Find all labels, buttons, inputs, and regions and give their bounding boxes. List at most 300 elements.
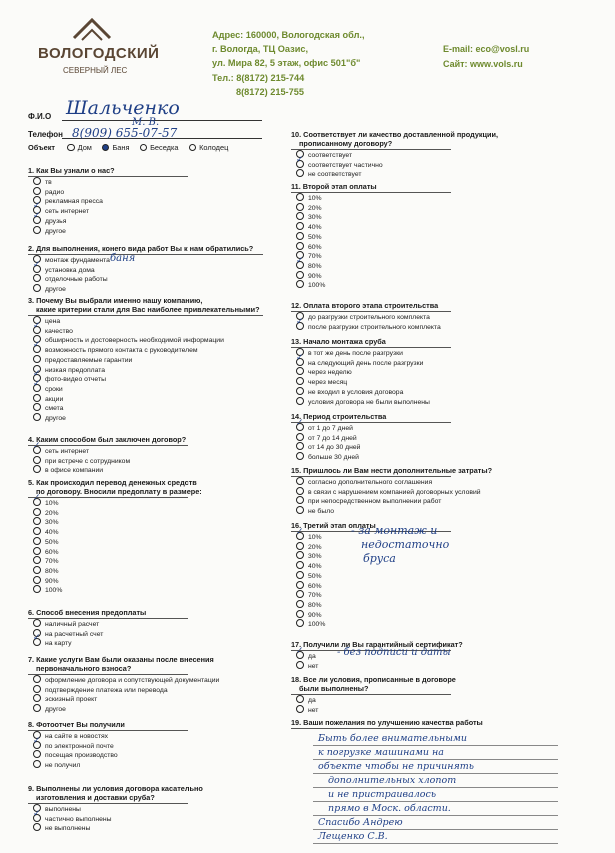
radio-circle — [33, 585, 41, 593]
question-text: 5. Как происходил перевод денежных средств — [28, 478, 197, 487]
option-label: 50% — [45, 538, 59, 546]
wish-text: Быть более внимательными — [318, 733, 468, 744]
answer-option[interactable] — [296, 358, 423, 368]
answer-option[interactable] — [33, 517, 59, 527]
company-address — [212, 28, 422, 99]
option-label: после разгрузки строительного комплекта — [308, 323, 441, 331]
option-label: согласно дополнительного соглашения — [308, 479, 433, 486]
question-text: 10. Соответствует ли качество доставленной продукции, — [291, 130, 499, 139]
answer-option[interactable] — [33, 335, 224, 345]
option-label: 10% — [308, 195, 322, 202]
wish-text: Спасибо Андрею — [318, 817, 403, 828]
section-divider — [291, 149, 451, 150]
option-label: на карту — [45, 640, 72, 648]
radio-circle — [33, 823, 41, 831]
answer-option[interactable] — [33, 384, 63, 394]
answer-option[interactable] — [296, 222, 322, 232]
option-label: при встрече с сотрудником — [45, 457, 131, 465]
question-title — [28, 166, 115, 175]
address-line: г. Вологда, ТЦ Оазис, — [212, 44, 309, 55]
answer-option[interactable] — [33, 685, 168, 695]
section-divider — [28, 254, 263, 255]
answer-option[interactable] — [33, 403, 63, 413]
answer-option[interactable] — [296, 261, 322, 271]
radio-circle — [296, 261, 304, 269]
answer-option[interactable] — [33, 265, 95, 275]
answer-option[interactable] — [33, 537, 59, 547]
option-label: да — [308, 697, 316, 704]
section-divider — [28, 803, 188, 804]
answer-option[interactable] — [33, 585, 62, 595]
option-label: другое — [45, 286, 66, 294]
object-option-house[interactable]: Дом — [67, 143, 92, 152]
answer-option[interactable] — [33, 527, 59, 537]
site-line: Сайт: www.vols.ru — [443, 58, 523, 69]
answer-option[interactable] — [33, 731, 108, 741]
answer-option[interactable] — [296, 695, 316, 705]
radio-circle — [33, 814, 41, 822]
radio-circle — [296, 232, 304, 240]
company-logo — [38, 14, 160, 78]
radio-circle — [296, 222, 304, 230]
answer-option[interactable] — [296, 619, 325, 629]
radio-circle — [296, 532, 304, 540]
answer-option[interactable] — [296, 442, 360, 452]
option-label: 70% — [308, 253, 322, 261]
option-label: от 14 до 30 дней — [308, 444, 361, 452]
radio-circle — [296, 387, 304, 395]
radio-circle — [33, 517, 41, 525]
question-title — [291, 675, 456, 693]
option-label: при непосредственном выполнении работ — [308, 498, 442, 506]
option-label: сеть интернет — [45, 448, 90, 455]
answer-option[interactable] — [33, 629, 103, 639]
handwritten-note: баня — [110, 253, 136, 264]
radio-circle — [296, 695, 304, 703]
answer-option[interactable] — [33, 760, 80, 770]
radio-circle — [296, 377, 304, 385]
answer-option[interactable] — [296, 367, 352, 377]
answer-option[interactable] — [33, 274, 108, 284]
question-text: 4. Каким способом был заключен договор? — [28, 435, 187, 444]
option-label: 30% — [308, 553, 322, 561]
answer-option[interactable] — [33, 547, 59, 557]
option-label: условия договора не были выполнены — [308, 398, 430, 406]
answer-line — [313, 815, 558, 816]
fio-label: Ф.И.О — [28, 112, 52, 121]
option-label: другое — [45, 227, 66, 235]
option-label: на расчетный счет — [45, 630, 104, 638]
answer-option[interactable] — [296, 661, 318, 671]
option-label: качество — [45, 327, 73, 335]
question-text: 11. Второй этап оплаты — [291, 182, 377, 191]
option-label: 60% — [308, 243, 322, 251]
answer-option[interactable] — [33, 675, 219, 685]
answer-option[interactable] — [33, 814, 112, 824]
radio-circle — [33, 465, 41, 473]
answer-option[interactable] — [33, 374, 106, 384]
option-label: 10% — [308, 534, 322, 541]
fio-initials: М. В. — [132, 117, 160, 128]
answer-option[interactable] — [296, 232, 322, 242]
answer-option[interactable] — [33, 187, 64, 197]
option-label: не соответствует — [308, 171, 362, 179]
answer-option[interactable] — [296, 160, 383, 170]
option-label: 90% — [308, 611, 322, 619]
question-text: 3. Почему Вы выбрали именно нашу компанию, — [28, 296, 203, 305]
answer-option[interactable] — [33, 619, 99, 629]
option-label: не было — [308, 508, 335, 516]
email-line: E-mail: eco@vosl.ru — [443, 44, 530, 54]
radio-circle — [33, 326, 41, 334]
answer-option[interactable] — [296, 496, 441, 506]
fio-underline — [62, 120, 262, 121]
radio-circle — [33, 537, 41, 545]
radio-circle — [296, 367, 304, 375]
option-label: радио — [45, 188, 65, 196]
handwritten-note: недостаточно — [361, 538, 450, 551]
radio-circle — [33, 750, 41, 758]
question-title — [291, 466, 492, 475]
option-label: на следующий день после разгрузки — [308, 359, 424, 367]
answer-option[interactable] — [33, 556, 59, 566]
radio-circle — [296, 280, 304, 288]
answer-option[interactable] — [296, 600, 322, 610]
question-title — [28, 655, 214, 673]
radio-circle — [296, 160, 304, 168]
radio-circle — [33, 498, 41, 506]
section-divider — [291, 192, 451, 193]
radio-circle — [296, 590, 304, 598]
wish-text: прямо в Моск. области. — [328, 803, 451, 814]
answer-option[interactable] — [296, 203, 322, 213]
option-label: не входил в условия договора — [308, 388, 404, 396]
answer-option[interactable] — [33, 394, 63, 404]
option-label: через неделю — [308, 369, 352, 377]
radio-circle — [296, 242, 304, 250]
question-title — [291, 182, 377, 191]
answer-option[interactable] — [296, 433, 357, 443]
answer-option[interactable] — [33, 456, 130, 466]
object-option-well[interactable]: Колодец — [189, 143, 229, 152]
radio-circle — [296, 193, 304, 201]
answer-option[interactable] — [33, 566, 59, 576]
question-text: 12. Оплата второго этапа строительства — [291, 301, 439, 310]
option-label: 60% — [45, 548, 59, 556]
radio-circle — [33, 187, 41, 195]
question-text-line2: первоначального взноса? — [36, 664, 132, 673]
question-text: 16. Третий этап оплаты — [291, 521, 376, 530]
phone-line: Тел.: 8(8172) 215-744 — [212, 72, 305, 83]
option-label: нет — [308, 662, 319, 670]
option-label: 100% — [308, 282, 326, 290]
option-label: возможность прямого контакта с руководителем — [45, 347, 198, 355]
answer-line — [313, 801, 558, 802]
house-logo-icon — [72, 14, 112, 42]
radio-circle — [33, 704, 41, 712]
option-label: не выполнены — [45, 825, 91, 833]
question-title — [28, 435, 186, 444]
answer-option[interactable] — [33, 750, 118, 760]
option-label: 10% — [45, 500, 59, 507]
radio-circle — [296, 571, 304, 579]
radio-circle — [33, 355, 41, 363]
answer-option[interactable] — [296, 542, 322, 552]
option-label: 40% — [45, 529, 59, 537]
answer-option[interactable] — [296, 348, 403, 358]
option-label: посещая производство — [45, 752, 118, 760]
answer-option[interactable] — [33, 365, 105, 375]
question-title — [291, 337, 386, 346]
option-label: от 1 до 7 дней — [308, 425, 353, 432]
question-text: 15. Пришлось ли Вам нести дополнительные затраты? — [291, 466, 493, 475]
question-title — [28, 720, 125, 729]
option-label: рекламная пресса — [45, 198, 103, 206]
company-contacts — [443, 42, 529, 71]
answer-option[interactable] — [33, 741, 114, 751]
question-title — [28, 608, 146, 617]
answer-option[interactable] — [296, 571, 322, 581]
section-divider — [291, 476, 451, 477]
radio-circle — [33, 675, 41, 683]
radio-circle — [296, 212, 304, 220]
answer-option[interactable] — [33, 498, 59, 508]
object-label: Объект — [28, 143, 56, 152]
option-label: акции — [45, 395, 64, 403]
phone-value[interactable]: 8(909) 655-07-57 — [72, 126, 178, 140]
answer-option[interactable] — [33, 694, 97, 704]
answer-option[interactable] — [296, 271, 322, 281]
question-title — [291, 718, 483, 727]
radio-circle — [33, 694, 41, 702]
section-divider — [291, 422, 451, 423]
answer-option[interactable] — [33, 196, 103, 206]
option-label: другое — [45, 706, 66, 714]
question-text: 14. Период строительства — [291, 412, 387, 421]
question-title — [291, 130, 498, 148]
option-label: в тот же день после разгрузки — [308, 350, 403, 357]
radio-circle — [33, 576, 41, 584]
radio-circle — [296, 203, 304, 211]
option-label: в связи с нарушением компанией договорных условий — [308, 488, 481, 496]
answer-option[interactable] — [296, 150, 352, 160]
question-text: 1. Как Вы узнали о нас? — [28, 166, 115, 175]
answer-option[interactable] — [33, 465, 103, 475]
option-label: выполнены — [45, 806, 81, 813]
radio-circle — [296, 358, 304, 366]
option-label: до разгрузки строительного комплекта — [308, 314, 430, 321]
answer-option[interactable] — [296, 452, 359, 462]
radio-circle — [296, 477, 304, 485]
answer-option[interactable] — [296, 242, 322, 252]
answer-option[interactable] — [33, 255, 110, 265]
section-divider — [28, 618, 188, 619]
answer-option[interactable] — [33, 355, 132, 365]
answer-option[interactable] — [33, 576, 59, 586]
radio-circle — [296, 452, 304, 460]
address-line: Адрес: 160000, Вологодская обл., — [212, 30, 365, 40]
question-text: 13. Начало монтажа сруба — [291, 337, 386, 346]
option-label: 60% — [308, 582, 322, 590]
radio-circle — [296, 661, 304, 669]
section-divider — [28, 674, 188, 675]
radio-circle — [33, 456, 41, 464]
answer-line — [313, 773, 558, 774]
answer-option[interactable] — [296, 423, 353, 433]
radio-circle — [296, 581, 304, 589]
question-text: 9. Выполнены ли условия договора касательно — [28, 784, 203, 793]
question-text-line2: какие критерии стали для Вас наиболее привлекательными? — [36, 305, 260, 314]
question-text: 18. Все ли условия, прописанные в договоре — [291, 675, 456, 684]
option-label: 50% — [308, 233, 322, 241]
radio-circle — [296, 271, 304, 279]
answer-option[interactable] — [296, 169, 362, 179]
radio-circle — [296, 433, 304, 441]
option-label: на сайте в новостях — [45, 733, 109, 740]
answer-option[interactable] — [33, 345, 198, 355]
answer-option[interactable] — [33, 226, 66, 236]
option-label: 100% — [308, 621, 326, 629]
answer-option[interactable] — [33, 284, 66, 294]
radio-circle — [296, 169, 304, 177]
option-label: предоставляемые гарантии — [45, 356, 133, 364]
answer-option[interactable] — [33, 177, 52, 187]
answer-option[interactable] — [296, 487, 481, 497]
answer-option[interactable] — [296, 532, 322, 542]
option-label: 30% — [45, 519, 59, 527]
section-divider — [28, 445, 188, 446]
answer-option[interactable] — [33, 413, 66, 423]
object-option-gazebo[interactable]: Беседка — [140, 143, 179, 152]
option-label: 80% — [308, 263, 322, 271]
radio-circle — [296, 442, 304, 450]
option-label: наличный расчет — [45, 621, 100, 628]
section-divider — [291, 347, 451, 348]
handwritten-note: - за монтаж и — [351, 524, 438, 537]
question-title — [28, 244, 253, 253]
option-label: обширность и достоверность необходимой информации — [45, 337, 224, 345]
answer-option[interactable] — [296, 705, 318, 715]
question-text: 7. Какие услуги Вам были оказаны после внесения — [28, 655, 214, 664]
option-label: установка дома — [45, 266, 95, 274]
fio-value[interactable]: Шальченко — [66, 97, 180, 119]
option-label: смета — [45, 405, 64, 413]
answer-option[interactable] — [296, 561, 322, 571]
answer-option[interactable] — [296, 651, 316, 661]
option-label: 20% — [45, 509, 59, 517]
answer-option[interactable] — [33, 704, 66, 714]
option-label: 80% — [308, 602, 322, 610]
section-divider — [28, 497, 188, 498]
answer-option[interactable] — [296, 212, 322, 222]
answer-option[interactable] — [296, 477, 432, 487]
answer-line — [313, 843, 558, 844]
answer-option[interactable] — [33, 638, 72, 648]
option-label: 40% — [308, 224, 322, 232]
option-label: по электронной почте — [45, 742, 114, 750]
option-label: другое — [45, 415, 66, 423]
option-label: низкая предоплата — [45, 366, 106, 374]
option-label: 90% — [45, 577, 59, 585]
radio-circle — [33, 741, 41, 749]
option-label: сроки — [45, 386, 63, 394]
section-divider — [28, 315, 263, 316]
answer-option[interactable] — [33, 823, 90, 833]
answer-line — [313, 787, 558, 788]
radio-circle — [140, 144, 148, 152]
option-label: соответствует частично — [308, 161, 383, 169]
answer-line — [313, 745, 558, 746]
question-text-line2: прописанному договору? — [299, 139, 393, 148]
radio-circle — [33, 394, 41, 402]
question-title — [28, 784, 203, 802]
radio-circle — [33, 508, 41, 516]
radio-circle — [296, 322, 304, 330]
answer-option[interactable] — [296, 610, 322, 620]
answer-option[interactable] — [33, 216, 66, 226]
question-text-line2: по договору. Вносили предоплату в размере: — [36, 487, 202, 496]
answer-option[interactable] — [296, 387, 403, 397]
option-label: монтаж фундамента — [45, 257, 110, 264]
object-field — [28, 143, 236, 152]
option-label: 100% — [45, 587, 63, 595]
question-text: 2. Для выполнения, конего вида работ Вы к нам обратились? — [28, 244, 254, 253]
section-divider — [291, 728, 451, 729]
answer-option[interactable] — [296, 322, 441, 332]
answer-option[interactable] — [296, 377, 347, 387]
radio-circle — [33, 274, 41, 282]
radio-circle — [33, 226, 41, 234]
answer-option[interactable] — [296, 193, 322, 203]
question-title — [291, 301, 438, 310]
radio-circle — [33, 760, 41, 768]
section-divider — [28, 176, 188, 177]
radio-circle — [33, 265, 41, 273]
object-option-banya[interactable]: Баня — [102, 143, 130, 152]
section-divider — [291, 311, 451, 312]
option-label: соответствует — [308, 152, 353, 159]
answer-option[interactable] — [296, 397, 430, 407]
radio-circle — [33, 566, 41, 574]
radio-circle — [33, 384, 41, 392]
question-text: 6. Способ внесения предоплаты — [28, 608, 147, 617]
option-label: сеть интернет — [45, 208, 90, 216]
option-label: 70% — [308, 592, 322, 600]
wish-text: и не пристраивалось — [328, 789, 437, 800]
answer-option[interactable] — [296, 590, 322, 600]
answer-option[interactable] — [33, 508, 59, 518]
question-text: 17. Получили ли Вы гарантийный сертификат? — [291, 640, 463, 649]
answer-option[interactable] — [33, 326, 73, 336]
section-divider — [28, 730, 188, 731]
option-label: не получил — [45, 762, 81, 770]
option-label: 20% — [308, 204, 322, 212]
phone-label: Телефон — [28, 130, 63, 139]
wish-text: Лещенко С.В. — [318, 831, 388, 842]
wish-text: дополнительных хлопот — [328, 775, 457, 786]
option-label: 50% — [308, 572, 322, 580]
question-title — [28, 296, 260, 314]
answer-option[interactable] — [296, 551, 322, 561]
answer-option[interactable] — [296, 312, 430, 322]
answer-option[interactable] — [33, 206, 89, 216]
answer-option[interactable] — [296, 581, 322, 591]
answer-option[interactable] — [296, 280, 325, 290]
answer-option[interactable] — [33, 446, 89, 456]
answer-option[interactable] — [296, 506, 334, 516]
option-label: друзья — [45, 217, 67, 225]
radio-circle — [33, 413, 41, 421]
